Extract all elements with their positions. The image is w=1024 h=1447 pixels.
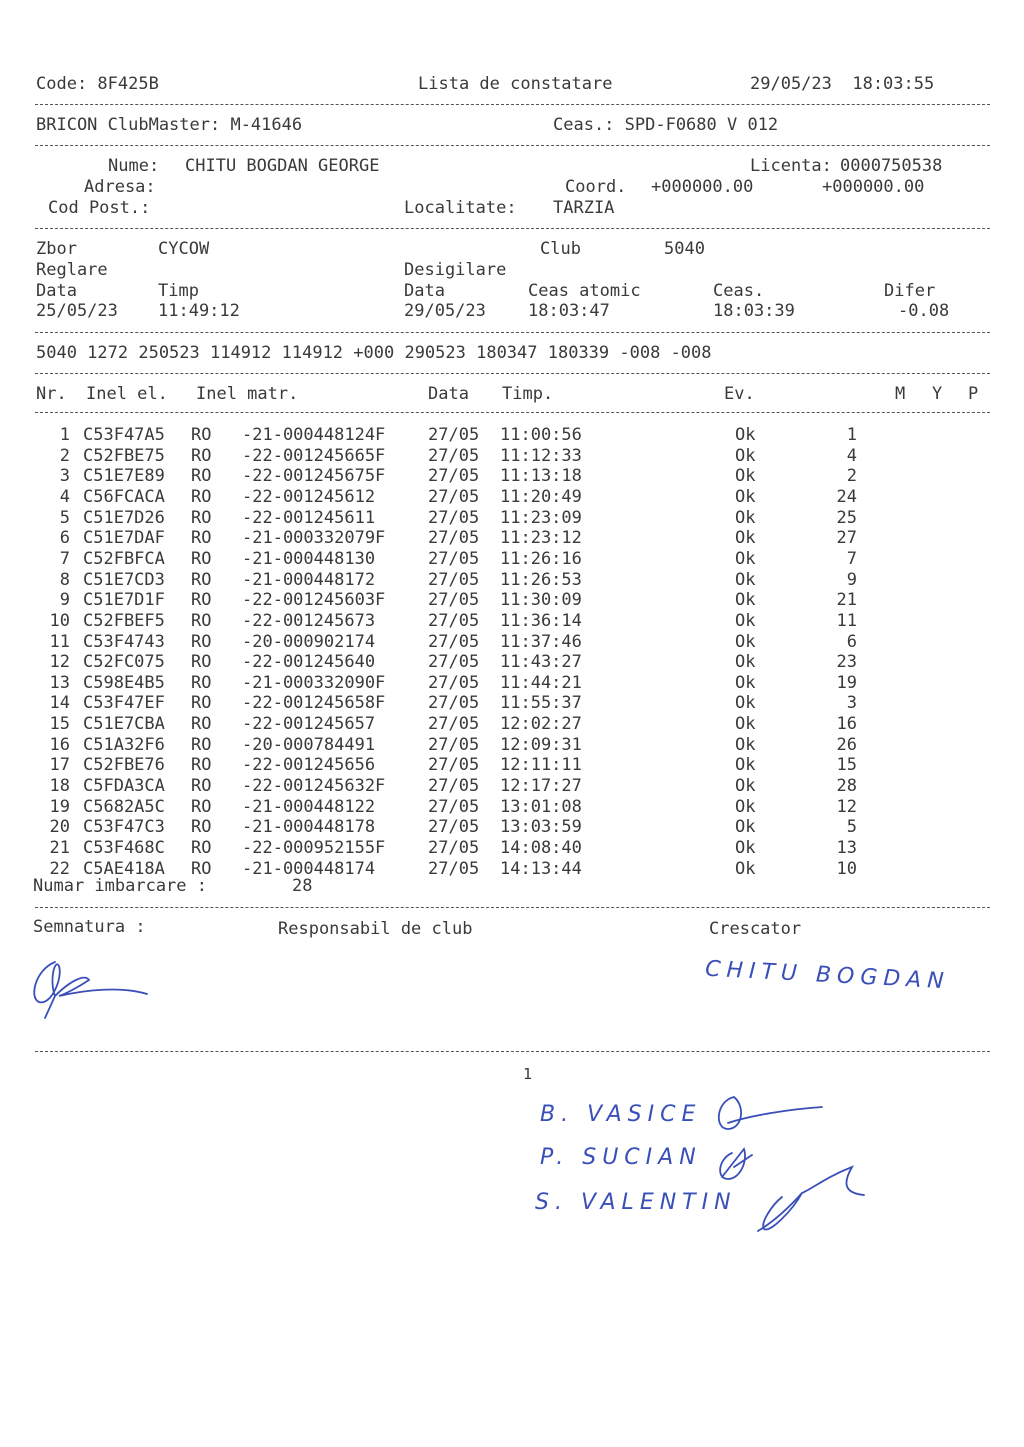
ring-number: -22-001245611 bbox=[242, 507, 376, 528]
divider bbox=[35, 104, 990, 105]
licence-label: Licenta: bbox=[750, 156, 832, 176]
row-number: 10 bbox=[49, 610, 70, 631]
arrival-time: 11:36:14 bbox=[500, 610, 582, 631]
event-status: Ok bbox=[735, 672, 756, 693]
total-label: Numar imbarcare : bbox=[33, 876, 207, 896]
event-status: Ok bbox=[735, 796, 756, 817]
table-row bbox=[0, 466, 1024, 486]
event-status: Ok bbox=[735, 631, 756, 652]
order-number: 19 bbox=[836, 672, 857, 693]
arrival-time: 12:02:27 bbox=[500, 714, 582, 735]
event-status: Ok bbox=[735, 486, 756, 507]
event-status: Ok bbox=[735, 466, 756, 487]
row-number: 15 bbox=[49, 714, 70, 735]
country-code: RO bbox=[191, 796, 212, 817]
ring-number: -20-000784491 bbox=[242, 734, 376, 755]
witness-1-name: B. VASICE bbox=[540, 1102, 702, 1127]
ring-number: -22-001245657 bbox=[242, 714, 376, 735]
clock-label: Ceas. bbox=[713, 281, 765, 301]
arrival-date: 27/05 bbox=[428, 610, 480, 631]
row-number: 11 bbox=[49, 631, 70, 652]
electronic-ring: C52FC075 bbox=[83, 652, 165, 673]
table-row bbox=[0, 714, 1024, 734]
electronic-ring: C52FBEF5 bbox=[83, 610, 165, 631]
ring-number: -22-001245632F bbox=[242, 776, 386, 797]
table-row bbox=[0, 487, 1024, 507]
order-number: 12 bbox=[836, 796, 857, 817]
order-number: 3 bbox=[846, 693, 857, 714]
club-number: 5040 bbox=[664, 239, 705, 259]
divider bbox=[35, 145, 990, 146]
arrival-date: 27/05 bbox=[428, 569, 480, 590]
row-number: 2 bbox=[59, 445, 70, 466]
order-number: 25 bbox=[836, 507, 857, 528]
row-number: 22 bbox=[49, 858, 70, 879]
order-number: 26 bbox=[836, 734, 857, 755]
event-status: Ok bbox=[735, 693, 756, 714]
divider bbox=[35, 332, 990, 333]
arrival-date: 27/05 bbox=[428, 755, 480, 776]
country-code: RO bbox=[191, 445, 212, 466]
order-number: 16 bbox=[836, 714, 857, 735]
col-header-time: Timp. bbox=[502, 384, 554, 404]
coord-label: Coord. bbox=[565, 177, 627, 197]
order-number: 4 bbox=[846, 445, 857, 466]
witness-2-name: P. SUCIAN bbox=[540, 1145, 702, 1170]
event-status: Ok bbox=[735, 445, 756, 466]
club-signature bbox=[25, 950, 165, 1025]
arrival-date: 27/05 bbox=[428, 590, 480, 611]
arrival-time: 12:17:27 bbox=[500, 776, 582, 797]
ring-number: -22-001245603F bbox=[242, 590, 386, 611]
electronic-ring: C56FCACA bbox=[83, 486, 165, 507]
ring-number: -21-000448124F bbox=[242, 425, 386, 445]
licence-number: 0000750538 bbox=[840, 156, 943, 176]
ring-number: -22-000952155F bbox=[242, 838, 386, 858]
setting-label: Reglare bbox=[36, 260, 108, 280]
page-number: 1 bbox=[523, 1065, 533, 1083]
country-code: RO bbox=[191, 425, 212, 445]
club-label: Club bbox=[540, 239, 581, 259]
electronic-ring: C5682A5C bbox=[83, 796, 165, 817]
country-code: RO bbox=[191, 610, 212, 631]
row-number: 19 bbox=[49, 796, 70, 817]
event-status: Ok bbox=[735, 714, 756, 735]
event-status: Ok bbox=[735, 734, 756, 755]
country-code: RO bbox=[191, 838, 212, 858]
row-number: 12 bbox=[49, 652, 70, 673]
row-number: 4 bbox=[59, 486, 70, 507]
arrival-time: 12:09:31 bbox=[500, 734, 582, 755]
electronic-ring: C51E7E89 bbox=[83, 466, 165, 487]
arrival-date: 27/05 bbox=[428, 817, 480, 838]
event-status: Ok bbox=[735, 858, 756, 879]
arrival-date: 27/05 bbox=[428, 548, 480, 569]
arrival-time: 14:13:44 bbox=[500, 858, 582, 879]
order-number: 28 bbox=[836, 776, 857, 797]
divider bbox=[35, 412, 990, 413]
country-code: RO bbox=[191, 776, 212, 797]
table-row bbox=[0, 797, 1024, 817]
col-header-el-ring: Inel el. bbox=[86, 384, 168, 404]
address-label: Adresa: bbox=[84, 177, 156, 197]
electronic-ring: C53F4743 bbox=[83, 631, 165, 652]
order-number: 21 bbox=[836, 590, 857, 611]
col-header-y: Y bbox=[932, 384, 943, 404]
locality-label: Localitate: bbox=[404, 198, 517, 218]
country-code: RO bbox=[191, 858, 212, 879]
ring-number: -22-001245656 bbox=[242, 755, 376, 776]
ring-number: -22-001245640 bbox=[242, 652, 376, 673]
country-code: RO bbox=[191, 486, 212, 507]
electronic-ring: C52FBE75 bbox=[83, 445, 165, 466]
row-number: 1 bbox=[59, 425, 70, 445]
ring-number: -22-001245658F bbox=[242, 693, 386, 714]
arrival-time: 11:37:46 bbox=[500, 631, 582, 652]
order-number: 6 bbox=[846, 631, 857, 652]
witness-signatures bbox=[712, 1085, 882, 1235]
arrival-date: 27/05 bbox=[428, 734, 480, 755]
breeder-signature: CHITU BOGDAN bbox=[704, 956, 951, 995]
table-row bbox=[0, 549, 1024, 569]
diff-label: Difer bbox=[884, 281, 936, 301]
electronic-ring: C51A32F6 bbox=[83, 734, 165, 755]
arrival-time: 11:30:09 bbox=[500, 590, 582, 611]
electronic-ring: C598E4B5 bbox=[83, 672, 165, 693]
electronic-ring: C53F468C bbox=[83, 838, 165, 858]
table-row bbox=[0, 570, 1024, 590]
set-time: 11:49:12 bbox=[158, 301, 240, 321]
ring-number: -21-000448122 bbox=[242, 796, 376, 817]
order-number: 11 bbox=[836, 610, 857, 631]
divider bbox=[35, 373, 990, 374]
row-number: 14 bbox=[49, 693, 70, 714]
electronic-ring: C51E7CBA bbox=[83, 714, 165, 735]
arrival-time: 12:11:11 bbox=[500, 755, 582, 776]
ring-number: -21-000448178 bbox=[242, 817, 376, 838]
country-code: RO bbox=[191, 755, 212, 776]
table-row bbox=[0, 735, 1024, 755]
arrival-time: 11:26:16 bbox=[500, 548, 582, 569]
code-label: Code: 8F425B bbox=[36, 74, 159, 94]
ring-number: -21-000448172 bbox=[242, 569, 376, 590]
table-row bbox=[0, 652, 1024, 672]
system-id: BRICON ClubMaster: M-41646 bbox=[36, 115, 303, 135]
electronic-ring: C52FBE76 bbox=[83, 755, 165, 776]
order-number: 23 bbox=[836, 652, 857, 673]
col-header-m: M bbox=[895, 384, 906, 404]
country-code: RO bbox=[191, 693, 212, 714]
electronic-ring: C51E7D26 bbox=[83, 507, 165, 528]
arrival-date: 27/05 bbox=[428, 858, 480, 879]
table-row bbox=[0, 611, 1024, 631]
total-count: 28 bbox=[292, 876, 313, 896]
table-row bbox=[0, 755, 1024, 775]
arrival-time: 11:26:53 bbox=[500, 569, 582, 590]
print-datetime: 29/05/23 18:03:55 bbox=[750, 74, 935, 94]
arrival-time: 11:12:33 bbox=[500, 445, 582, 466]
col-header-ring: Inel matr. bbox=[196, 384, 299, 404]
arrival-time: 11:13:18 bbox=[500, 466, 582, 487]
ring-number: -22-001245665F bbox=[242, 445, 386, 466]
row-number: 20 bbox=[49, 817, 70, 838]
col-header-p: P bbox=[968, 384, 979, 404]
divider bbox=[35, 907, 990, 908]
clock-id: Ceas.: SPD-F0680 V 012 bbox=[553, 115, 779, 135]
ring-number: -21-000448130 bbox=[242, 548, 376, 569]
arrival-date: 27/05 bbox=[428, 631, 480, 652]
arrival-time: 11:44:21 bbox=[500, 672, 582, 693]
row-number: 13 bbox=[49, 672, 70, 693]
set-time-label: Timp bbox=[158, 281, 199, 301]
event-status: Ok bbox=[735, 755, 756, 776]
country-code: RO bbox=[191, 528, 212, 549]
owner-name: CHITU BOGDAN GEORGE bbox=[185, 156, 380, 176]
divider bbox=[35, 1051, 990, 1052]
arrival-time: 14:08:40 bbox=[500, 838, 582, 858]
country-code: RO bbox=[191, 466, 212, 487]
arrival-date: 27/05 bbox=[428, 445, 480, 466]
arrival-time: 11:55:37 bbox=[500, 693, 582, 714]
witness-3-name: S. VALENTIN bbox=[535, 1190, 737, 1215]
electronic-ring: C5AE418A bbox=[83, 858, 165, 879]
unseal-label: Desigilare bbox=[404, 260, 507, 280]
electronic-ring: C5FDA3CA bbox=[83, 776, 165, 797]
arrival-date: 27/05 bbox=[428, 672, 480, 693]
flight-name: CYCOW bbox=[158, 239, 210, 259]
arrival-time: 11:23:09 bbox=[500, 507, 582, 528]
time-difference: -0.08 bbox=[898, 301, 950, 321]
table-row bbox=[0, 693, 1024, 713]
arrival-time: 13:01:08 bbox=[500, 796, 582, 817]
electronic-ring: C51E7D1F bbox=[83, 590, 165, 611]
order-number: 1 bbox=[846, 425, 857, 445]
order-number: 27 bbox=[836, 528, 857, 549]
locality: TARZIA bbox=[553, 198, 615, 218]
arrival-date: 27/05 bbox=[428, 776, 480, 797]
table-row bbox=[0, 508, 1024, 528]
row-number: 7 bbox=[59, 548, 70, 569]
arrival-date: 27/05 bbox=[428, 486, 480, 507]
country-code: RO bbox=[191, 507, 212, 528]
event-status: Ok bbox=[735, 425, 756, 445]
arrival-time: 11:43:27 bbox=[500, 652, 582, 673]
clock-time: 18:03:39 bbox=[713, 301, 795, 321]
table-row bbox=[0, 590, 1024, 610]
order-number: 9 bbox=[846, 569, 857, 590]
arrival-date: 27/05 bbox=[428, 838, 480, 858]
event-status: Ok bbox=[735, 569, 756, 590]
electronic-ring: C51E7DAF bbox=[83, 528, 165, 549]
atomic-clock-label: Ceas atomic bbox=[528, 281, 641, 301]
table-row bbox=[0, 838, 1024, 858]
electronic-ring: C53F47A5 bbox=[83, 425, 165, 445]
unseal-date-label: Data bbox=[404, 281, 445, 301]
order-number: 24 bbox=[836, 486, 857, 507]
event-status: Ok bbox=[735, 590, 756, 611]
ring-number: -22-001245612 bbox=[242, 486, 376, 507]
order-number: 2 bbox=[846, 466, 857, 487]
order-number: 10 bbox=[836, 858, 857, 879]
document-title: Lista de constatare bbox=[418, 74, 613, 94]
arrival-date: 27/05 bbox=[428, 652, 480, 673]
row-number: 21 bbox=[49, 838, 70, 858]
arrival-time: 13:03:59 bbox=[500, 817, 582, 838]
breeder-label: Crescator bbox=[709, 919, 802, 939]
event-status: Ok bbox=[735, 528, 756, 549]
arrival-time: 11:23:12 bbox=[500, 528, 582, 549]
electronic-ring: C53F47EF bbox=[83, 693, 165, 714]
order-number: 13 bbox=[836, 838, 857, 858]
ring-number: -21-000332079F bbox=[242, 528, 386, 549]
postcode-label: Cod Post.: bbox=[48, 198, 151, 218]
row-number: 3 bbox=[59, 466, 70, 487]
ring-number: -21-000448174 bbox=[242, 858, 376, 879]
code-line: 5040 1272 250523 114912 114912 +000 290523 180347 180339 -008 -008 bbox=[36, 343, 712, 363]
coord-x: +000000.00 bbox=[651, 177, 754, 197]
ring-number: -22-001245675F bbox=[242, 466, 386, 487]
set-date-label: Data bbox=[36, 281, 77, 301]
arrival-date: 27/05 bbox=[428, 507, 480, 528]
order-number: 5 bbox=[846, 817, 857, 838]
arrival-date: 27/05 bbox=[428, 466, 480, 487]
coord-y: +000000.00 bbox=[822, 177, 925, 197]
arrival-date: 27/05 bbox=[428, 425, 480, 445]
ring-number: -20-000902174 bbox=[242, 631, 376, 652]
flight-label: Zbor bbox=[36, 239, 77, 259]
event-status: Ok bbox=[735, 776, 756, 797]
electronic-ring: C51E7CD3 bbox=[83, 569, 165, 590]
arrival-date: 27/05 bbox=[428, 714, 480, 735]
signature-label: Semnatura : bbox=[33, 917, 146, 937]
atomic-time: 18:03:47 bbox=[528, 301, 610, 321]
country-code: RO bbox=[191, 714, 212, 735]
electronic-ring: C53F47C3 bbox=[83, 817, 165, 838]
arrival-time: 11:00:56 bbox=[500, 425, 582, 445]
country-code: RO bbox=[191, 569, 212, 590]
arrival-date: 27/05 bbox=[428, 796, 480, 817]
row-number: 6 bbox=[59, 528, 70, 549]
row-number: 16 bbox=[49, 734, 70, 755]
event-status: Ok bbox=[735, 507, 756, 528]
arrival-time: 11:20:49 bbox=[500, 486, 582, 507]
ring-number: -21-000332090F bbox=[242, 672, 386, 693]
country-code: RO bbox=[191, 590, 212, 611]
table-row bbox=[0, 632, 1024, 652]
electronic-ring: C52FBFCA bbox=[83, 548, 165, 569]
order-number: 7 bbox=[846, 548, 857, 569]
arrival-date: 27/05 bbox=[428, 528, 480, 549]
set-date: 25/05/23 bbox=[36, 301, 118, 321]
table-row bbox=[0, 673, 1024, 693]
event-status: Ok bbox=[735, 652, 756, 673]
order-number: 15 bbox=[836, 755, 857, 776]
country-code: RO bbox=[191, 548, 212, 569]
row-number: 5 bbox=[59, 507, 70, 528]
event-status: Ok bbox=[735, 838, 756, 858]
row-number: 17 bbox=[49, 755, 70, 776]
row-number: 9 bbox=[59, 590, 70, 611]
event-status: Ok bbox=[735, 610, 756, 631]
table-row bbox=[0, 446, 1024, 466]
table-row bbox=[0, 817, 1024, 837]
arrival-date: 27/05 bbox=[428, 693, 480, 714]
divider bbox=[35, 228, 990, 229]
unseal-date: 29/05/23 bbox=[404, 301, 486, 321]
row-number: 18 bbox=[49, 776, 70, 797]
country-code: RO bbox=[191, 652, 212, 673]
country-code: RO bbox=[191, 734, 212, 755]
col-header-nr: Nr. bbox=[36, 384, 67, 404]
country-code: RO bbox=[191, 817, 212, 838]
club-responsible-label: Responsabil de club bbox=[278, 919, 473, 939]
col-header-date: Data bbox=[428, 384, 469, 404]
country-code: RO bbox=[191, 631, 212, 652]
row-number: 8 bbox=[59, 569, 70, 590]
table-row bbox=[0, 528, 1024, 548]
table-row bbox=[0, 425, 1024, 445]
col-header-event: Ev. bbox=[724, 384, 755, 404]
event-status: Ok bbox=[735, 548, 756, 569]
event-status: Ok bbox=[735, 817, 756, 838]
name-label: Nume: bbox=[108, 156, 160, 176]
table-row bbox=[0, 776, 1024, 796]
ring-number: -22-001245673 bbox=[242, 610, 376, 631]
country-code: RO bbox=[191, 672, 212, 693]
